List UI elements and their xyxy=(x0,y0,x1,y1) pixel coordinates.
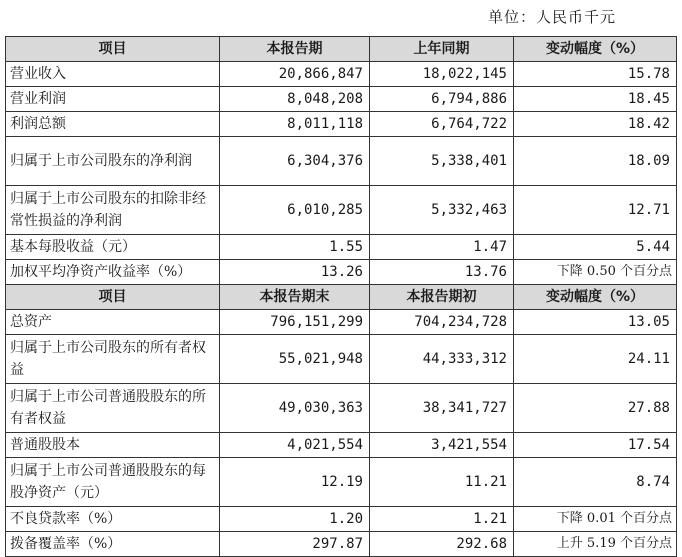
header-current-period: 本报告期 xyxy=(220,37,370,62)
cell-value: 55,021,948 xyxy=(220,335,370,384)
cell-value: 49,030,363 xyxy=(220,384,370,433)
row-label: 归属于上市公司普通股股东的所有者权益 xyxy=(6,384,220,433)
cell-change: 27.88 xyxy=(514,384,677,433)
row-label: 归属于上市公司股东的所有者权益 xyxy=(6,335,220,384)
row-label: 加权平均净资产收益率（%） xyxy=(6,260,220,285)
cell-value: 292.68 xyxy=(370,532,514,557)
cell-value: 38,341,727 xyxy=(370,384,514,433)
cell-value: 6,794,886 xyxy=(370,87,514,112)
table-row xyxy=(6,112,677,137)
row-label: 不良贷款率（%） xyxy=(6,507,220,532)
cell-value: 5,338,401 xyxy=(370,137,514,186)
header-change-pct: 变动幅度（%） xyxy=(514,285,677,310)
table-row xyxy=(6,532,677,557)
cell-value: 44,333,312 xyxy=(370,335,514,384)
table-row xyxy=(6,137,677,186)
row-label: 归属于上市公司普通股股东的每股净资产（元） xyxy=(6,458,220,507)
unit-label: 单位：人民币千元 xyxy=(487,8,616,26)
row-label: 营业收入 xyxy=(6,62,220,87)
header-period-start: 本报告期初 xyxy=(370,285,514,310)
cell-value: 1.47 xyxy=(370,235,514,260)
table-row xyxy=(6,507,677,532)
table-row xyxy=(6,87,677,112)
cell-value: 11.21 xyxy=(370,458,514,507)
cell-value: 1.21 xyxy=(370,507,514,532)
cell-change: 8.74 xyxy=(514,458,677,507)
cell-change: 下降 0.01 个百分点 xyxy=(514,507,677,532)
cell-value: 13.76 xyxy=(370,260,514,285)
header-item: 项目 xyxy=(6,37,220,62)
row-label: 归属于上市公司股东的净利润 xyxy=(6,137,220,186)
cell-change: 18.45 xyxy=(514,87,677,112)
cell-value: 6,010,285 xyxy=(220,186,370,235)
cell-change: 12.71 xyxy=(514,186,677,235)
cell-value: 8,048,208 xyxy=(220,87,370,112)
row-label: 利润总额 xyxy=(6,112,220,137)
cell-value: 297.87 xyxy=(220,532,370,557)
cell-value: 704,234,728 xyxy=(370,310,514,335)
row-label: 普通股股本 xyxy=(6,433,220,458)
cell-value: 796,151,299 xyxy=(220,310,370,335)
cell-change: 17.54 xyxy=(514,433,677,458)
cell-change: 18.09 xyxy=(514,137,677,186)
cell-value: 5,332,463 xyxy=(370,186,514,235)
cell-change: 24.11 xyxy=(514,335,677,384)
cell-change: 上升 5.19 个百分点 xyxy=(514,532,677,557)
cell-value: 8,011,118 xyxy=(220,112,370,137)
cell-value: 13.26 xyxy=(220,260,370,285)
table-row xyxy=(6,186,677,235)
row-label: 基本每股收益（元） xyxy=(6,235,220,260)
cell-value: 20,866,847 xyxy=(220,62,370,87)
table-row xyxy=(6,62,677,87)
table-header-current-period xyxy=(6,37,677,62)
cell-change: 13.05 xyxy=(514,310,677,335)
table-row xyxy=(6,458,677,507)
cell-change: 15.78 xyxy=(514,62,677,87)
header-period-end: 本报告期末 xyxy=(220,285,370,310)
financial-table xyxy=(5,36,677,557)
cell-change: 18.42 xyxy=(514,112,677,137)
table-row xyxy=(6,335,677,384)
header-prior-year: 上年同期 xyxy=(370,37,514,62)
row-label: 拨备覆盖率（%） xyxy=(6,532,220,557)
table-row xyxy=(6,260,677,285)
table-header-period-end xyxy=(6,285,677,310)
cell-change: 下降 0.50 个百分点 xyxy=(514,260,677,285)
cell-change: 5.44 xyxy=(514,235,677,260)
cell-value: 3,421,554 xyxy=(370,433,514,458)
cell-value: 18,022,145 xyxy=(370,62,514,87)
table-row xyxy=(6,433,677,458)
row-label: 营业利润 xyxy=(6,87,220,112)
row-label: 归属于上市公司股东的扣除非经常性损益的净利润 xyxy=(6,186,220,235)
cell-value: 6,764,722 xyxy=(370,112,514,137)
cell-value: 1.55 xyxy=(220,235,370,260)
cell-value: 1.20 xyxy=(220,507,370,532)
header-item: 项目 xyxy=(6,285,220,310)
cell-value: 12.19 xyxy=(220,458,370,507)
cell-value: 4,021,554 xyxy=(220,433,370,458)
table-row xyxy=(6,310,677,335)
cell-value: 6,304,376 xyxy=(220,137,370,186)
header-change-pct: 变动幅度（%） xyxy=(514,37,677,62)
table-row xyxy=(6,235,677,260)
table-row xyxy=(6,384,677,433)
row-label: 总资产 xyxy=(6,310,220,335)
